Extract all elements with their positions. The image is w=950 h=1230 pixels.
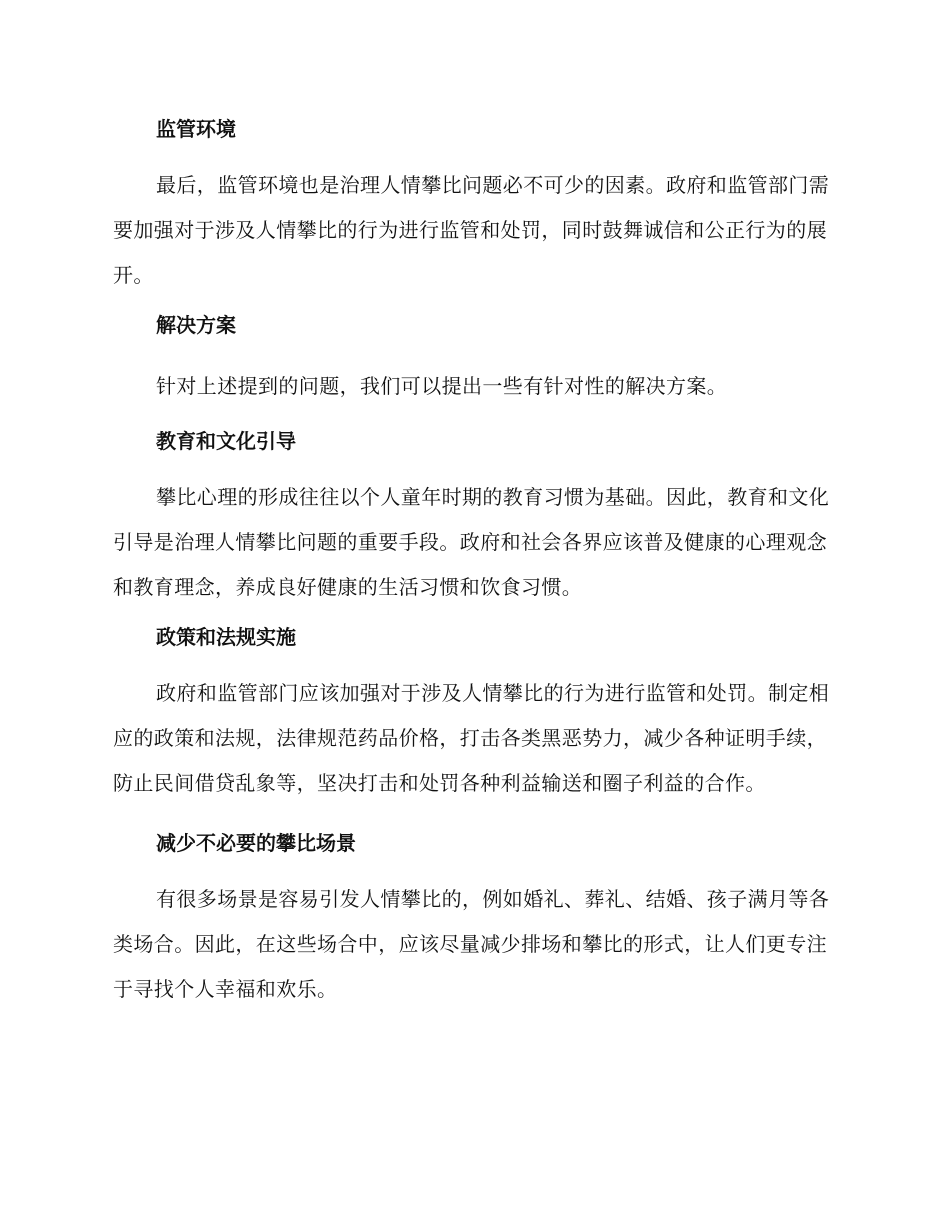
section-paragraph-regulatory-environment: 最后，监管环境也是治理人情攀比问题必不可少的因素。政府和监管部门需要加强对于涉及人情攀比的行为进行监管和处罚，同时鼓舞诚信和公正行为的展开。 bbox=[113, 173, 830, 287]
section-paragraph-solutions: 针对上述提到的问题，我们可以提出一些有针对性的解决方案。 bbox=[156, 374, 728, 398]
section-heading-education-culture: 教育和文化引导 bbox=[156, 429, 296, 453]
section-heading-reduce-comparison: 减少不必要的攀比场景 bbox=[156, 831, 356, 855]
section-paragraph-policy-regulation: 政府和监管部门应该加强对于涉及人情攀比的行为进行监管和处罚。制定相应的政策和法规，法律规范药品价格，打击各类黑恶势力，减少各种证明手续，防止民间借贷乱象等，坚决打击和处罚各种利益输送和圈子利益的合作。 bbox=[113, 681, 830, 795]
section-paragraph-reduce-comparison: 有很多场景是容易引发人情攀比的，例如婚礼、葬礼、结婚、孩子满月等各类场合。因此，在这些场合中，应该尽量减少排场和攀比的形式，让人们更专注于寻找个人幸福和欢乐。 bbox=[113, 887, 830, 1001]
section-paragraph-education-culture: 攀比心理的形成往往以个人童年时期的教育习惯为基础。因此，教育和文化引导是治理人情攀比问题的重要手段。政府和社会各界应该普及健康的心理观念和教育理念，养成良好健康的生活习惯和饮食习惯。 bbox=[113, 485, 830, 599]
section-heading-solutions: 解决方案 bbox=[156, 313, 236, 337]
document-page bbox=[113, 112, 837, 1012]
section-heading-regulatory-environment: 监管环境 bbox=[156, 117, 236, 141]
section-heading-policy-regulation: 政策和法规实施 bbox=[156, 625, 296, 649]
